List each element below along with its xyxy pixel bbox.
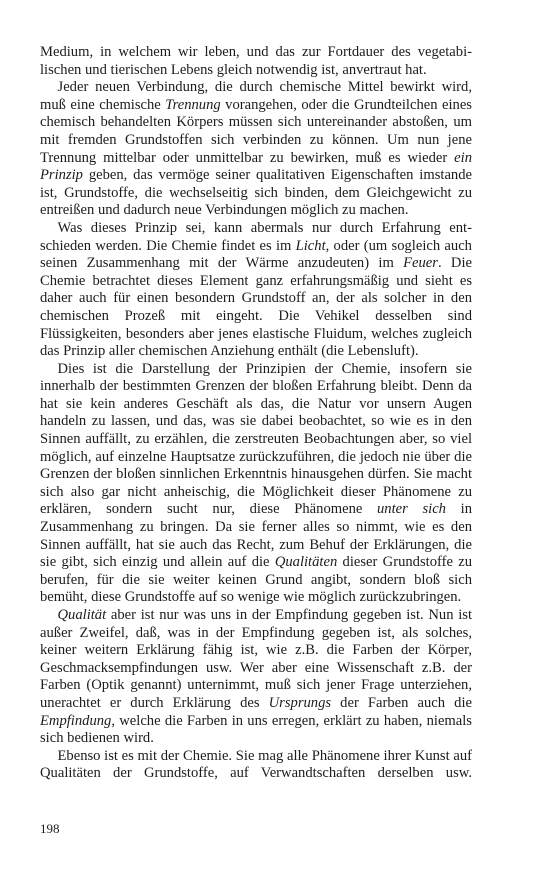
italic-text: Empfindung: [40, 712, 112, 729]
italic-text: Trennung: [165, 96, 221, 113]
paragraph: [40, 748, 472, 783]
text-run: der Farben auch die: [331, 694, 472, 711]
italic-text: Qualität: [57, 607, 107, 623]
text-run: , welche die Farben in uns erregen, erklärt zu haben, niemals sich bedienen wird.: [40, 712, 472, 747]
text-run: in Zusammenhang zu bringen. Da sie ferner alles so nimmt, wie es den Sinnen auffällt, hat sie auch das Recht, zum Behuf der Erklärungen, die sie gibt, sich einzig und allein auf die: [40, 501, 472, 571]
paragraph: [40, 607, 472, 748]
text-run: . Die Chemie betrachtet dieses Element ganz erfahrungsmäßig und sieht es daher auch für einen besondern Grundstoff an, der als solcher in den chemischen Prozeß mit eingeht. Die Vehikel desselben sind Flüssigkeiten, besonders aber jenes elastische Fluidum, welches zugleich das Prinzip aller chemischen Anziehung enthält (die Lebensluft).: [40, 255, 472, 360]
text-run: geben, das vermöge seiner qualitativen Eigenschaften imstande ist, Grundstoffe, die wechselseitig sich binden, dem Gleichgewicht zu entreißen und dadurch neue Verbindungen möglich zu machen.: [40, 167, 472, 219]
text-run: Medium, in welchem wir leben, und das zur Fortdauer des vegetabilischen und tierischen Lebens gleich notwendig ist, anvertraut hat.: [40, 44, 472, 78]
page-body: [40, 44, 472, 783]
italic-text: unter sich: [377, 501, 446, 518]
paragraph: [40, 79, 472, 220]
paragraph: [40, 44, 472, 79]
paragraph: [40, 220, 472, 361]
italic-text: Feuer: [403, 255, 438, 272]
page-number: 198: [40, 821, 60, 836]
text-run: dieser Grundstoffe zu berufen, für die sie weiter keinen Grund angibt, sondern bloß sich bemüht, diese Grundstoffe auf so wenige wie möglich zurückzubringen.: [40, 554, 472, 606]
italic-text: Qualitäten: [274, 554, 338, 571]
paragraph: [40, 361, 472, 607]
italic-text: Licht: [295, 237, 326, 254]
text-run: vorangehen, oder die Grundteilchen eines chemisch behandelten Körpers müssen sich untereinander abstoßen, um mit fremden Grundstoffen sich verbinden zu können. Um nun jene Trennung mittelbar oder unmittelbar zu bewirken, muß es wieder: [40, 96, 472, 166]
text-run: Was dieses Prinzip sei, kann abermals nur durch Erfahrung entschieden werden. Die Chemie findet es im: [40, 219, 472, 254]
italic-text: Ursprungs: [268, 694, 332, 711]
text-run: aber ist nur was uns in der Empfindung gegeben ist. Nun ist außer Zweifel, daß, was in der Empfindung gegeben ist, als solches, keiner weitern Erklärung fähig ist, wie z.B. die Farben der Körper, Geschmacksempfindungen usw. Wer aber eine Wissenschaft z.B. der Farben (Optik genannt) unternimmt, muß sich jener Frage unterziehen, unerachtet er durch Erklärung des: [40, 607, 472, 711]
text-run: , oder (um sogleich auch seinen Zusammenhang mit der Wärme anzudeuten) im: [40, 237, 472, 272]
text-run: Ebenso ist es mit der Chemie. Sie mag alle Phänomene ihrer Kunst auf Qualitäten der Grundstoffe, auf Verwandtschaften derselben usw.: [40, 747, 472, 782]
text-run: Jeder neuen Verbindung, die durch chemische Mittel bewirkt wird, muß eine chemische: [40, 79, 472, 113]
italic-text: ein Prinzip: [40, 149, 472, 184]
text-run: Dies ist die Darstellung der Prinzipien der Chemie, insofern sie innerhalb der bestimmten Grenzen der bloßen Erfahrung bleibt. Denn da hat sie kein anderes Geschäft als das, die Natur vor unsern Augen handeln zu lassen, und das, was sie dabei beobachtet, so wie es in den Sinnen auffällt, zu erzählen, die zerstreuten Beobachtungen aber, so viel möglich, auf einzelne Hauptsatze zurückzuführen, die jedoch nie über die Grenzen der bloßen sinnlichen Erkenntnis hinausgehen dürfen. Sie macht sich also gar nicht anheischig, die Möglichkeit dieser Phänomene zu erklären, sondern sucht nur, diese Phänomene: [40, 360, 472, 518]
